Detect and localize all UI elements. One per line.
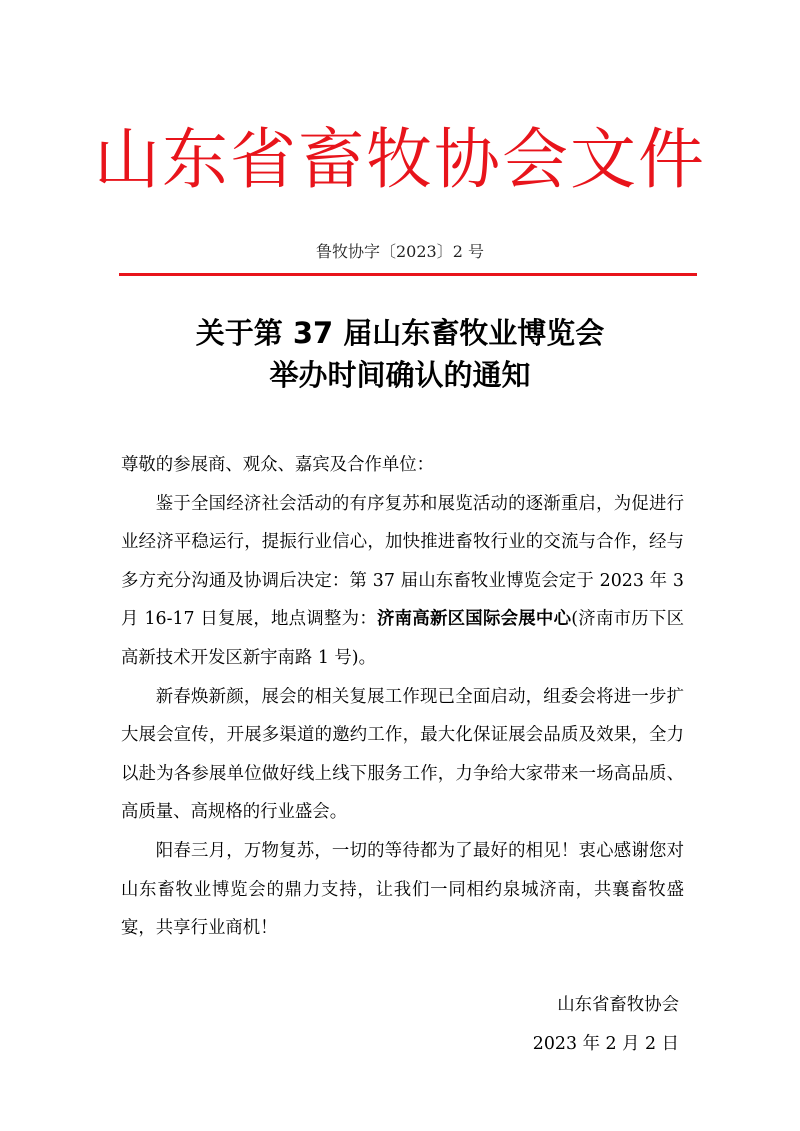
notice-title-line-2: 举办时间确认的通知 xyxy=(269,358,531,392)
paragraph-invitation: 阳春三月，万物复苏，一切的等待都为了最好的相见！衷心感谢您对山东畜牧业博览会的鼎力支持，让我们一同相约泉城济南，共襄畜牧盛宴，共享行业商机！ xyxy=(121,840,684,939)
venue-address: (济南市历下区高新技术开发区新宇南路 1 号)。 xyxy=(121,609,684,668)
notice-body xyxy=(121,446,684,948)
masthead-title: 山东省畜牧协会文件 xyxy=(94,121,706,198)
signature-organization: 山东省畜牧协会 xyxy=(557,995,679,1015)
venue-name: 济南高新区国际会展中心 xyxy=(376,609,572,630)
salutation: 尊敬的参展商、观众、嘉宾及合作单位： xyxy=(121,455,435,475)
paragraph-preparation: 新春焕新颜，展会的相关复展工作现已全面启动，组委会将进一步扩大展会宣传，开展多渠道的邀约工作，最大化保证展会品质及效果，全力以赴为各参展单位做好线上线下服务工作，力争给大家带来一场高品质、高质量、高规格的行业盛会。 xyxy=(121,686,684,823)
document-number: 鲁牧协字〔2023〕2 号 xyxy=(316,242,484,261)
notice-title xyxy=(0,312,800,396)
red-divider-rule xyxy=(119,273,697,276)
paragraph-schedule-text: 鉴于全国经济社会活动的有序复苏和展览活动的逐渐重启，为促进行业经济平稳运行，提振行业信心，加快推进畜牧行业的交流与合作，经与多方充分沟通及协调后决定：第 37 届山东畜牧业博览会定于 2023 年 3 月 16-17 日复展，地点调整为： xyxy=(121,493,684,630)
signature-date: 2023 年 2 月 2 日 xyxy=(532,1033,679,1054)
signature-block xyxy=(0,986,679,1063)
notice-title-line-1: 关于第 37 届山东畜牧业博览会 xyxy=(195,316,605,350)
paragraph-schedule xyxy=(121,485,684,678)
